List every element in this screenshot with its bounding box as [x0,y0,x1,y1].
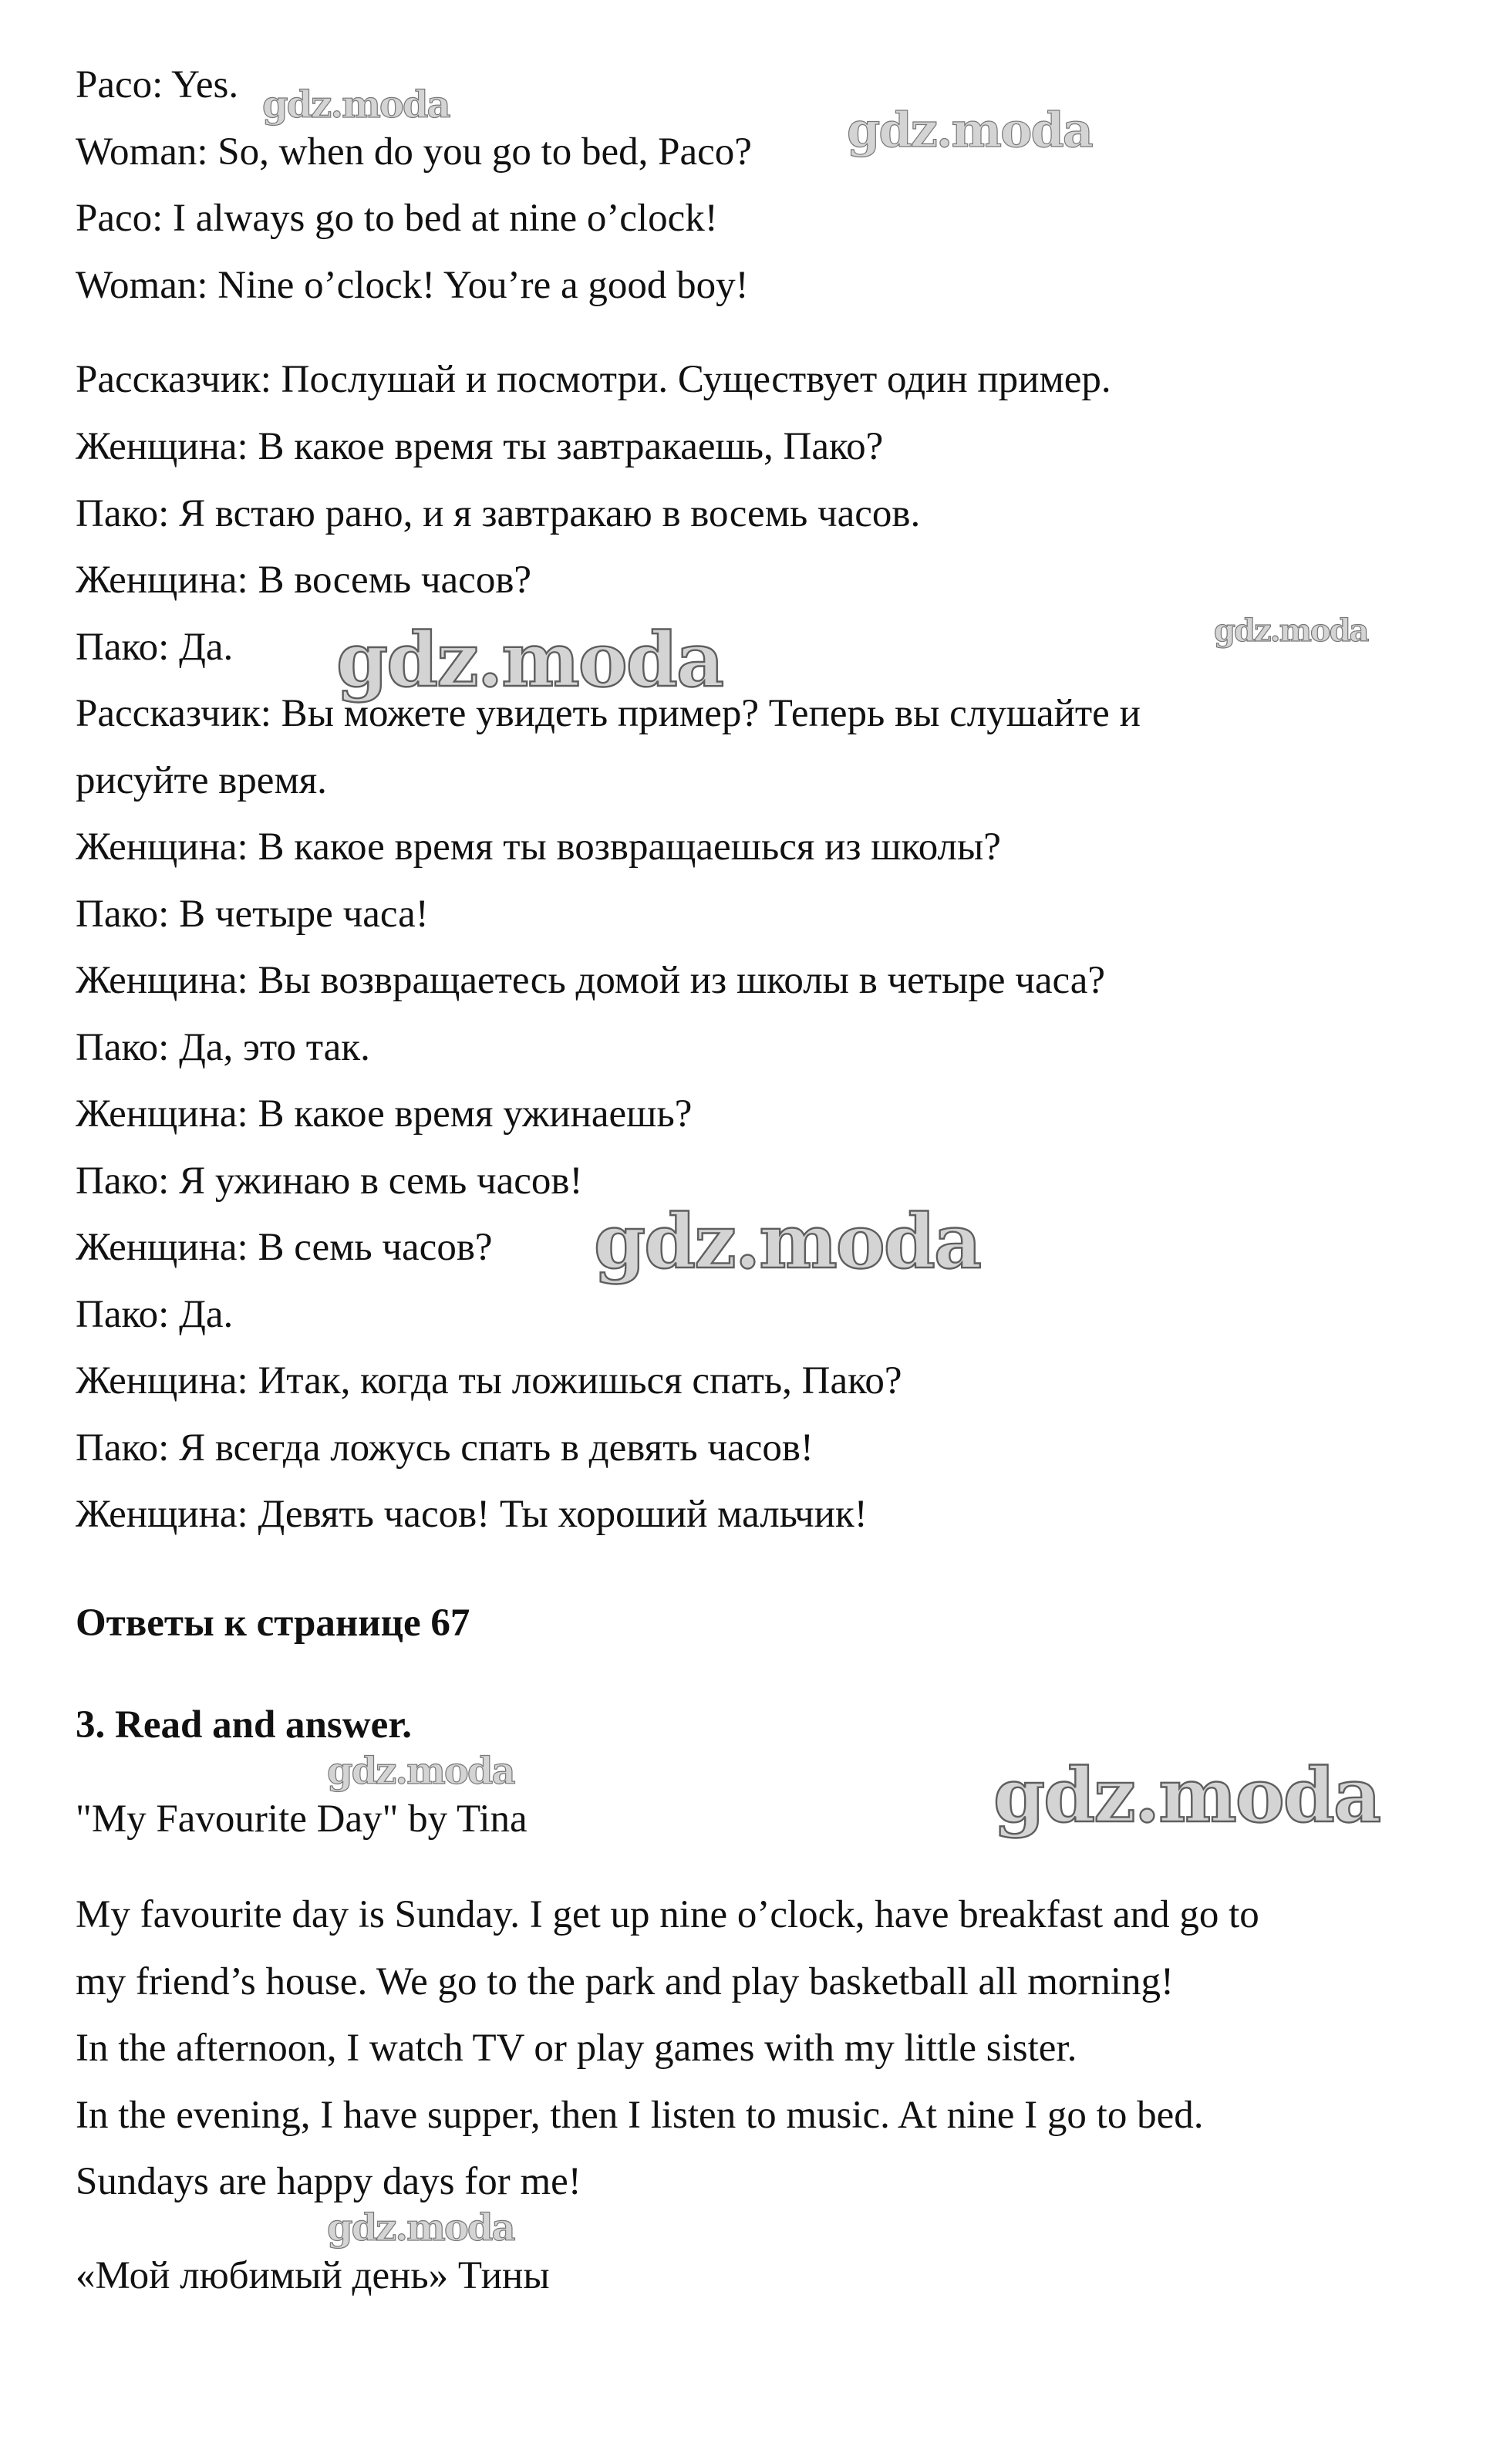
dialogue-line: Woman: Nine o’clock! You’re a good boy! [76,264,749,307]
dialogue-line: Женщина: В какое время ты возвращаешься из школы? [76,825,1001,869]
dialogue-line: Пако: Да, это так. [76,1026,370,1069]
dialogue-line: Paco: I always go to bed at nine o’clock! [76,197,718,240]
dialogue-line: Пако: Я всегда ложусь спать в девять часов! [76,1426,814,1470]
story-line: In the afternoon, I watch TV or play games with my little sister. [76,2027,1077,2070]
dialogue-line: рисуйте время. [76,759,327,802]
dialogue-line: Женщина: В какое время ужинаешь? [76,1092,693,1136]
watermark: gdz.moda [327,2206,514,2250]
story-title-en: "My Favourite Day" by Tina [76,1797,528,1841]
dialogue-line: Женщина: В восемь часов? [76,559,532,602]
watermark: gdz.moda [327,1750,514,1793]
dialogue-line: Пако: Да. [76,1293,234,1336]
story-title-ru: «Мой любимый день» Тины [76,2254,550,2297]
dialogue-line: Пако: В четыре часа! [76,893,429,936]
dialogue-line: Paco: Yes. [76,63,239,106]
dialogue-line: Женщина: В семь часов? [76,1226,493,1269]
watermark: gdz.moda [1214,613,1368,649]
watermark: gdz.moda [847,102,1092,158]
exercise-heading: 3. Read and answer. [76,1703,412,1747]
dialogue-line: Женщина: Девять часов! Ты хороший мальчик! [76,1493,868,1536]
dialogue-line: Женщина: В какое время ты завтракаешь, Пако? [76,425,884,468]
dialogue-line: Рассказчик: Послушай и посмотри. Существует один пример. [76,358,1111,401]
dialogue-line: Рассказчик: Вы можете увидеть пример? Теперь вы слушайте и [76,692,1141,735]
watermark: gdz.moda [336,616,723,704]
story-line: my friend’s house. We go to the park and play basketball all morning! [76,1960,1175,2003]
watermark: gdz.moda [993,1752,1380,1839]
watermark: gdz.moda [262,83,450,127]
story-line: My favourite day is Sunday. I get up nine o’clock, have breakfast and go to [76,1893,1259,1936]
answers-heading: Ответы к странице 67 [76,1602,470,1645]
dialogue-line: Женщина: Вы возвращаетесь домой из школы в четыре часа? [76,959,1106,1002]
watermark: gdz.moda [594,1198,981,1285]
story-line: Sundays are happy days for me! [76,2160,581,2203]
dialogue-line: Woman: So, when do you go to bed, Paco? [76,130,752,174]
dialogue-line: Пако: Да. [76,626,234,669]
dialogue-line: Женщина: Итак, когда ты ложишься спать, Пако? [76,1359,902,1402]
story-line: In the evening, I have supper, then I listen to music. At nine I go to bed. [76,2094,1204,2137]
dialogue-line: Пако: Я встаю рано, и я завтракаю в восемь часов. [76,492,921,535]
dialogue-line: Пако: Я ужинаю в семь часов! [76,1159,583,1203]
